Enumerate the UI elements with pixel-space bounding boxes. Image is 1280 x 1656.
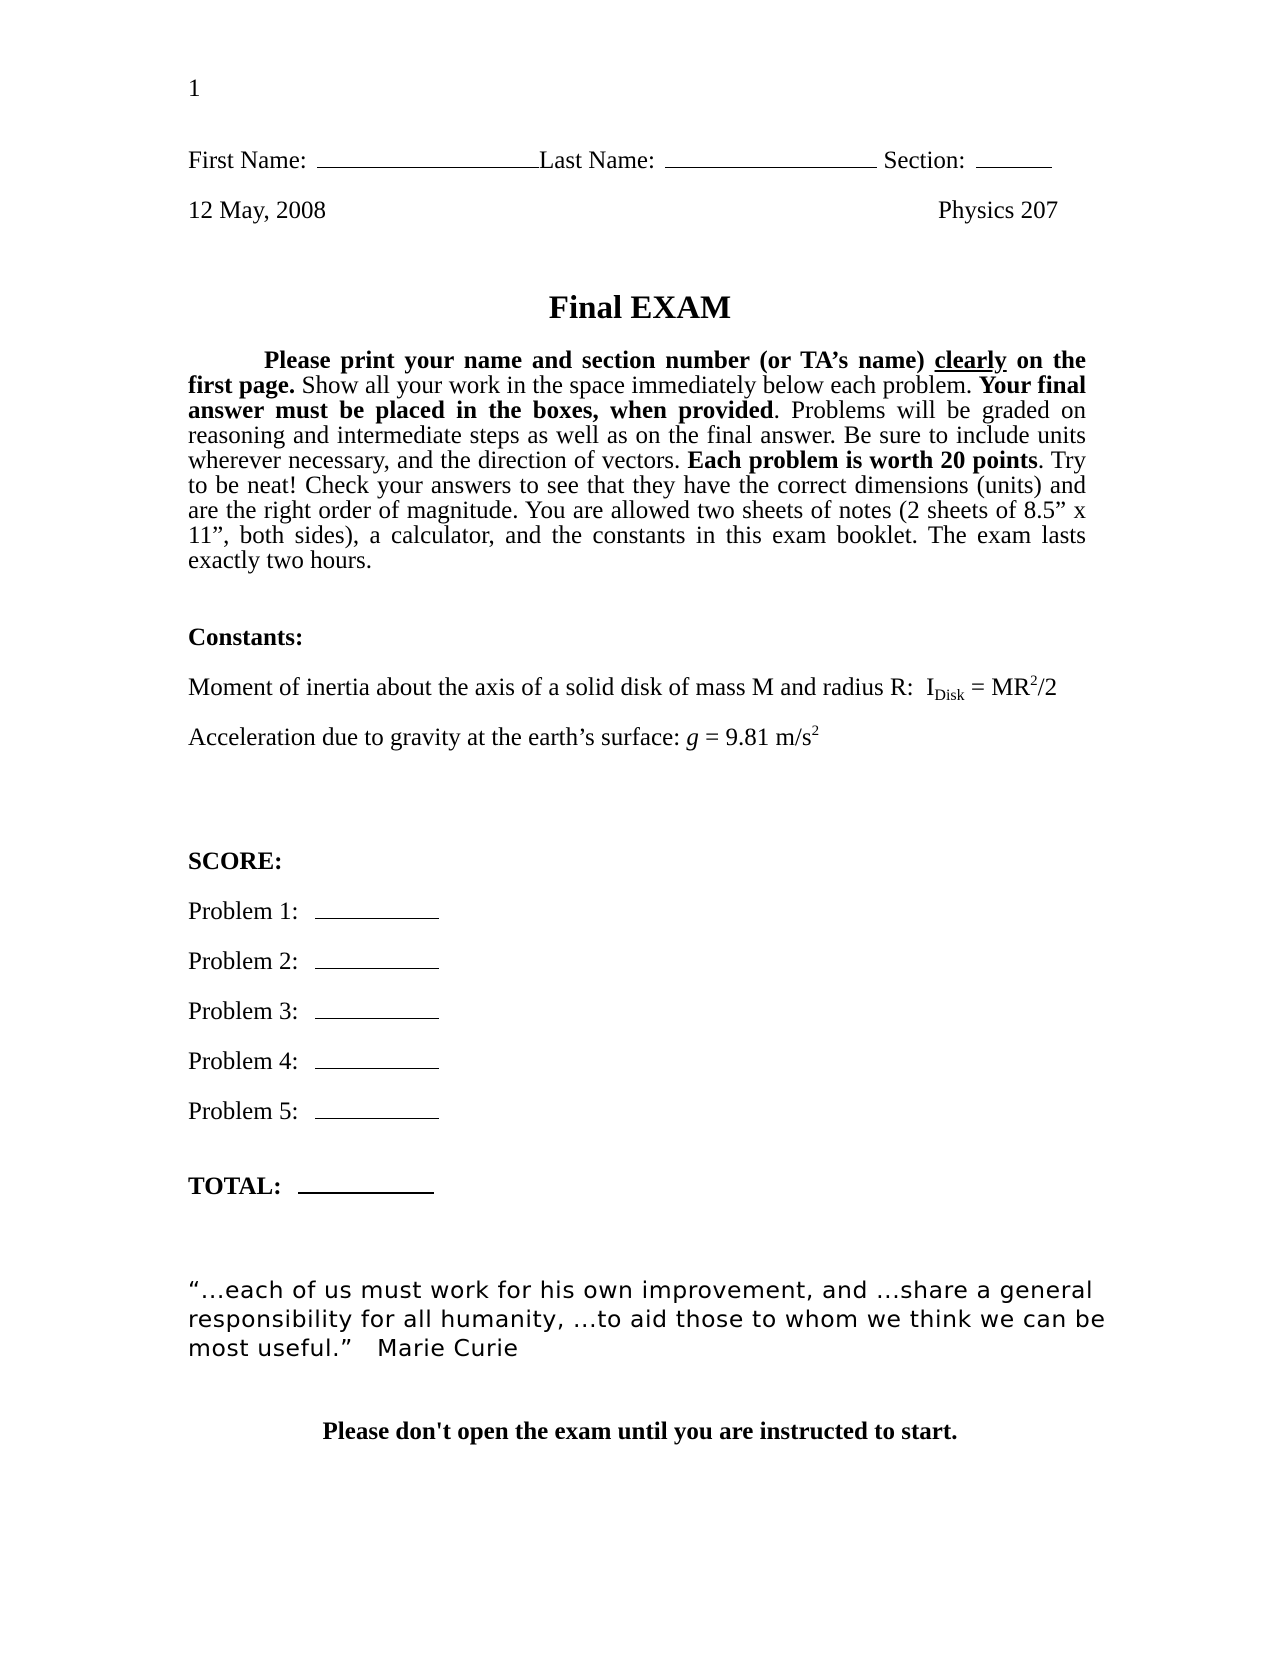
instructions-bold-3: Each problem is worth 20 points bbox=[687, 447, 1038, 474]
gravity-equation: = 9.81 m/s bbox=[705, 724, 812, 751]
inertia-constant bbox=[188, 674, 1057, 702]
instructions-paragraph bbox=[188, 348, 1086, 573]
score-row-5 bbox=[188, 1098, 439, 1126]
problem-2-score-field[interactable] bbox=[315, 950, 439, 969]
problem-2-label: Problem 2: bbox=[188, 948, 299, 975]
marie-curie-quote bbox=[188, 1276, 1108, 1363]
instructions-text-2: . Problems will be graded on reasoning and intermediate steps as well as on the final answer. Be sure to include units wherever necessary, and the direction of vectors. bbox=[188, 397, 1086, 474]
first-name-label: First Name: bbox=[188, 147, 307, 174]
first-name-field[interactable] bbox=[317, 149, 539, 168]
name-section-line bbox=[188, 147, 1052, 175]
last-name-label: Last Name: bbox=[539, 147, 655, 174]
problem-5-score-field[interactable] bbox=[315, 1100, 439, 1119]
problem-1-label: Problem 1: bbox=[188, 898, 299, 925]
problem-5-label: Problem 5: bbox=[188, 1098, 299, 1125]
instructions-text-3: . Try to be neat! Check your answers to see that they have the correct dimensions (units) and are the right order of magnitude. You are allowed two sheets of notes (2 sheets of 8.5” x 11”, both sides), a calculator, and the constants in this exam booklet. The exam lasts exactly two hours. bbox=[188, 447, 1087, 574]
problem-3-label: Problem 3: bbox=[188, 998, 299, 1025]
page-number: 1 bbox=[188, 75, 201, 102]
total-label: TOTAL: bbox=[188, 1173, 282, 1200]
inertia-exponent: 2 bbox=[1030, 673, 1038, 689]
section-field[interactable] bbox=[976, 149, 1052, 168]
problem-3-score-field[interactable] bbox=[315, 1000, 439, 1019]
section-label: Section: bbox=[883, 147, 966, 174]
instructions-bold-lead-end: on the first page. bbox=[188, 347, 1087, 399]
instructions-bold-lead: Please print your name and section number (or TA’s name) bbox=[264, 347, 925, 374]
gravity-text: Acceleration due to gravity at the earth’s surface: bbox=[188, 724, 681, 751]
last-name-field[interactable] bbox=[665, 149, 877, 168]
problem-4-score-field[interactable] bbox=[315, 1050, 439, 1069]
score-heading: SCORE: bbox=[188, 848, 283, 875]
inertia-symbol: I bbox=[926, 674, 935, 701]
total-row bbox=[188, 1173, 434, 1201]
page-title: Final EXAM bbox=[548, 290, 732, 326]
quote-text: “...each of us must work for his own improvement, and ...share a general responsibility for all humanity, ...to aid those to whom we think we can be most useful.” bbox=[188, 1276, 1106, 1362]
score-row-2 bbox=[188, 948, 439, 976]
problem-1-score-field[interactable] bbox=[315, 900, 439, 919]
course-name: Physics 207 bbox=[938, 197, 1059, 224]
inertia-subscript: Disk bbox=[934, 687, 965, 704]
inertia-equation: = MR bbox=[970, 674, 1031, 701]
gravity-constant bbox=[188, 724, 819, 752]
score-row-4 bbox=[188, 1048, 439, 1076]
score-row-3 bbox=[188, 998, 439, 1026]
instructions-bold-2: Your final answer must be placed in the boxes, when provided bbox=[188, 372, 1087, 424]
score-row-1 bbox=[188, 898, 439, 926]
instructions-text-1: Show all your work in the space immediately below each problem. bbox=[301, 372, 973, 399]
total-score-field[interactable] bbox=[298, 1174, 434, 1194]
gravity-symbol: g bbox=[686, 724, 699, 751]
quote-author: Marie Curie bbox=[377, 1334, 519, 1362]
inertia-text: Moment of inertia about the axis of a solid disk of mass M and radius R: bbox=[188, 674, 914, 701]
gravity-exponent: 2 bbox=[811, 723, 820, 739]
start-instruction: Please don't open the exam until you are instructed to start. bbox=[322, 1418, 958, 1445]
problem-4-label: Problem 4: bbox=[188, 1048, 299, 1075]
exam-date: 12 May, 2008 bbox=[188, 197, 326, 224]
constants-heading: Constants: bbox=[188, 624, 304, 651]
instructions-underlined: clearly bbox=[934, 347, 1007, 374]
inertia-tail: /2 bbox=[1037, 674, 1058, 701]
